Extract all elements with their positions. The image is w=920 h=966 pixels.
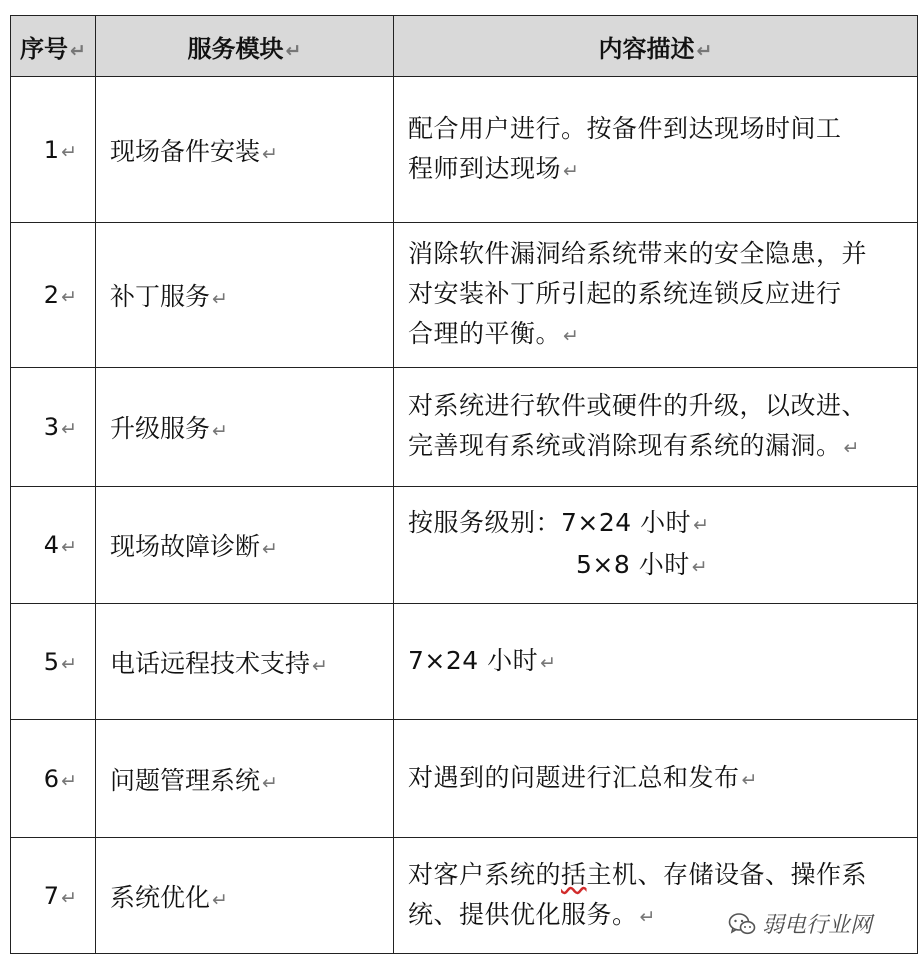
row-description: 配合用户进行。按备件到达现场时间工 程师到达现场 ↵: [394, 77, 918, 223]
row-number: 6 ↵: [11, 720, 96, 838]
description-line: 对安装补丁所引起的系统连锁反应进行: [408, 279, 842, 308]
row-module: 电话远程技术支持 ↵: [96, 604, 394, 720]
services-table: [10, 15, 918, 954]
row-module: 系统优化 ↵: [96, 838, 394, 954]
row-number: 2 ↵: [11, 223, 96, 368]
row-module: 问题管理系统 ↵: [96, 720, 394, 838]
header-row: [11, 16, 918, 77]
header-description: 内容描述 ↵: [394, 16, 918, 77]
description-line: 消除软件漏洞给系统带来的安全隐患，并: [408, 239, 868, 268]
row-number: 1 ↵: [11, 77, 96, 223]
spellcheck-underline: 括: [561, 859, 587, 889]
row-description: 7×24 小时 ↵: [394, 604, 918, 720]
description-line: 配合用户进行。按备件到达现场时间工: [408, 113, 842, 143]
row-module: 现场故障诊断 ↵: [96, 487, 394, 604]
row-module: 现场备件安装 ↵: [96, 77, 394, 223]
table-row: [11, 604, 918, 720]
row-description: 对系统进行软件或硬件的升级，以改进、 完善现有系统或消除现有系统的漏洞。 ↵: [394, 368, 918, 487]
description-line: 完善现有系统或消除现有系统的漏洞。: [408, 431, 842, 460]
row-description: 对遇到的问题进行汇总和发布 ↵: [394, 720, 918, 838]
header-module: 服务模块 ↵: [96, 16, 394, 77]
row-description: 按服务级别：7×24 小时 ↵ 5×8 小时 ↵: [394, 487, 918, 604]
description-line: 5×8 小时: [576, 550, 690, 579]
header-number: 序号 ↵: [11, 16, 96, 77]
description-line: 对客户系统的括主机、存储设备、操作系: [408, 859, 868, 889]
description-line: 合理的平衡。: [408, 319, 562, 348]
description-line: 对遇到的问题进行汇总和发布: [408, 762, 740, 792]
row-number: 4 ↵: [11, 487, 96, 604]
description-line: 7×24 小时: [408, 645, 539, 675]
row-number: 5 ↵: [11, 604, 96, 720]
watermark-text: 弱电行业网: [762, 913, 873, 938]
table-row: [11, 77, 918, 223]
row-number: 7 ↵: [11, 838, 96, 954]
table-row: [11, 487, 918, 604]
table-row: [11, 368, 918, 487]
description-line: 程师到达现场: [408, 153, 562, 183]
wechat-icon: [728, 911, 756, 937]
description-line: 统、提供优化服务。: [408, 899, 638, 929]
row-description: 对客户系统的括主机、存储设备、操作系 统、提供优化服务。 ↵: [394, 838, 918, 954]
row-module: 补丁服务 ↵: [96, 223, 394, 368]
row-number: 3 ↵: [11, 368, 96, 487]
table-row: [11, 720, 918, 838]
row-module: 升级服务 ↵: [96, 368, 394, 487]
description-line: 对系统进行软件或硬件的升级，以改进、: [408, 391, 868, 420]
row-description: 消除软件漏洞给系统带来的安全隐患，并 对安装补丁所引起的系统连锁反应进行 合理的平衡。 ↵: [394, 223, 918, 368]
table-row: [11, 223, 918, 368]
description-line: 按服务级别：7×24 小时: [408, 508, 692, 537]
watermark: [728, 908, 872, 939]
